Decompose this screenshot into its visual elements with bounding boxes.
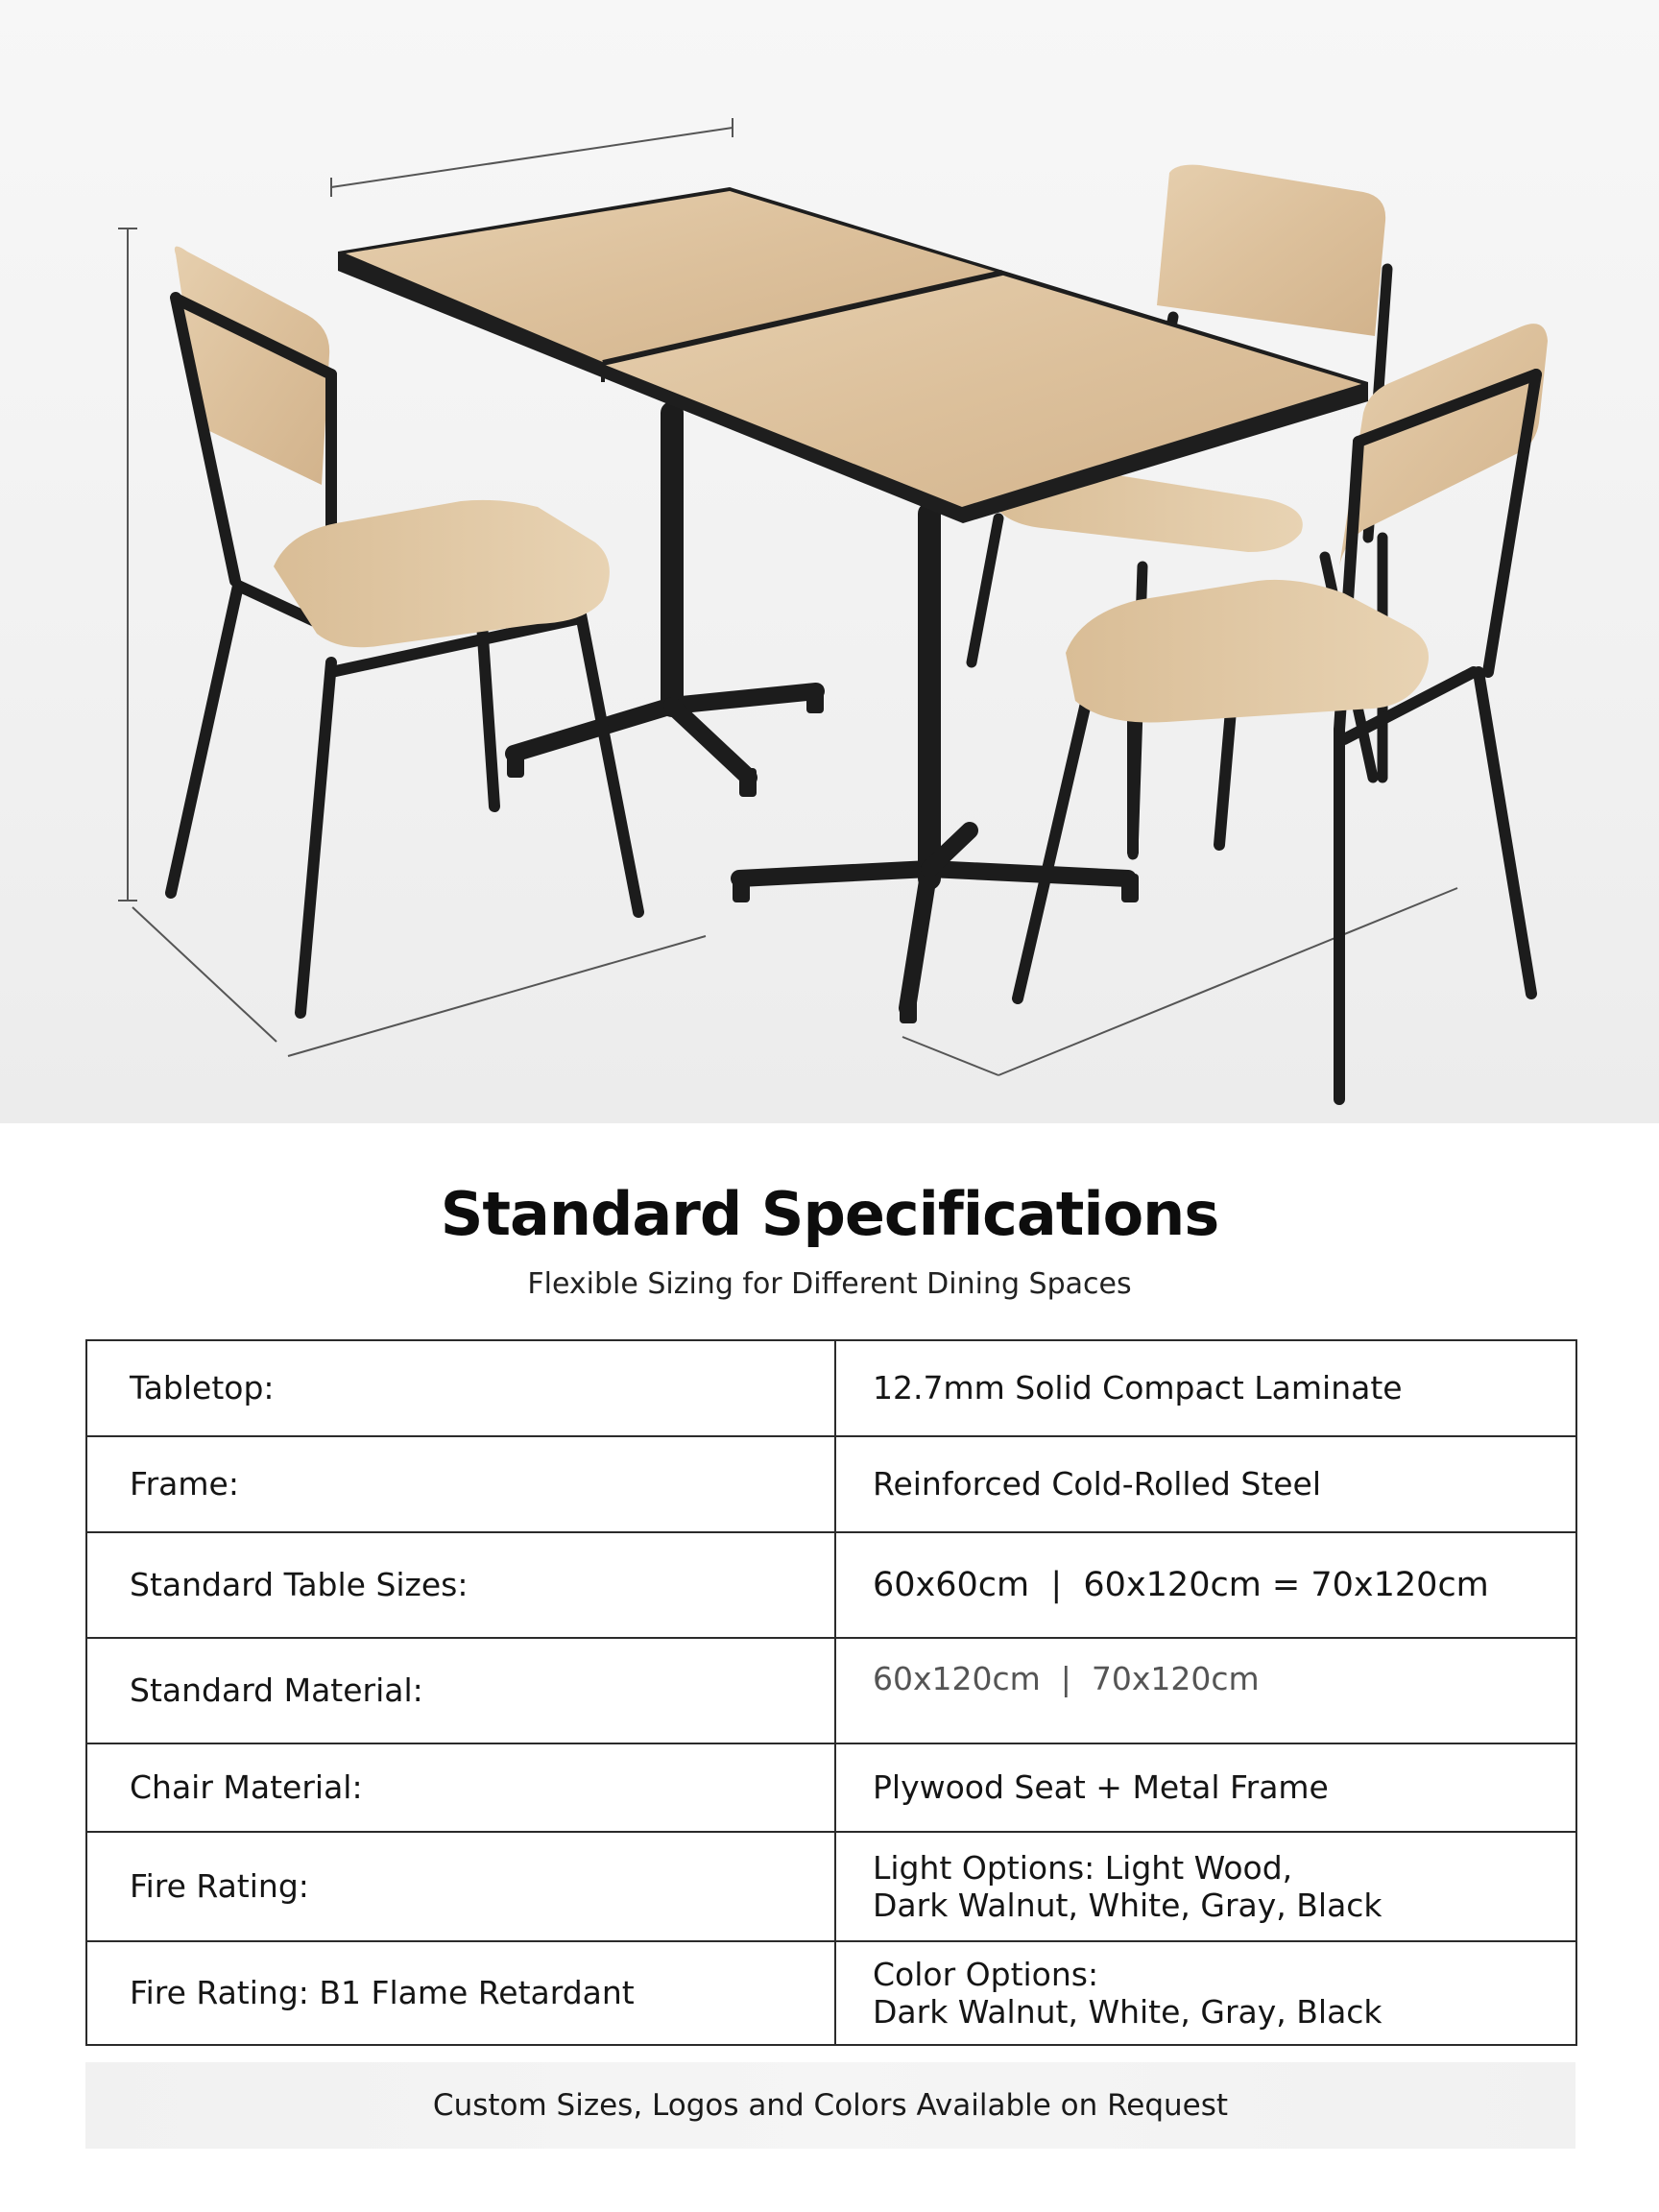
spec-value: Reinforced Cold-Rolled Steel [835, 1436, 1576, 1532]
spec-value: 12.7mm Solid Compact Laminate [835, 1340, 1576, 1436]
spec-label: Standard Material: [86, 1638, 835, 1743]
footer-banner [85, 2062, 1575, 2149]
table-row [86, 1532, 1576, 1638]
table-row [86, 1941, 1576, 2045]
spec-value [835, 1941, 1576, 2045]
page-subtitle: Flexible Sizing for Different Dining Spaces [527, 1267, 1132, 1301]
chair-back-right [972, 165, 1387, 854]
spec-value-line: Light Options: Light Wood, [873, 1849, 1293, 1887]
footer-text: Custom Sizes, Logos and Colors Available on Request [432, 2088, 1229, 2123]
page-title: Standard Specifications [440, 1179, 1219, 1249]
table-row [86, 1832, 1576, 1941]
spec-value-line: Color Options: [873, 1956, 1099, 1993]
spec-label: Chair Material: [86, 1743, 835, 1832]
spec-value: Plywood Seat + Metal Frame [835, 1743, 1576, 1832]
spec-value: 60x120cm | 70x120cm [835, 1638, 1576, 1743]
table-row [86, 1638, 1576, 1743]
spec-value-line: Dark Walnut, White, Gray, Black [873, 1993, 1382, 2031]
spec-label: Standard Table Sizes: [86, 1532, 835, 1638]
spec-label: Fire Rating: B1 Flame Retardant [86, 1941, 835, 2045]
specifications-table [85, 1339, 1577, 2046]
table-row [86, 1743, 1576, 1832]
spec-label: Frame: [86, 1436, 835, 1532]
spec-value-line: Dark Walnut, White, Gray, Black [873, 1887, 1382, 1924]
table-row [86, 1436, 1576, 1532]
spec-label: Tabletop: [86, 1340, 835, 1436]
spec-value [835, 1832, 1576, 1941]
spec-value: 60x60cm | 60x120cm = 70x120cm [835, 1532, 1576, 1638]
table-row [86, 1340, 1576, 1436]
spec-label: Fire Rating: [86, 1832, 835, 1941]
